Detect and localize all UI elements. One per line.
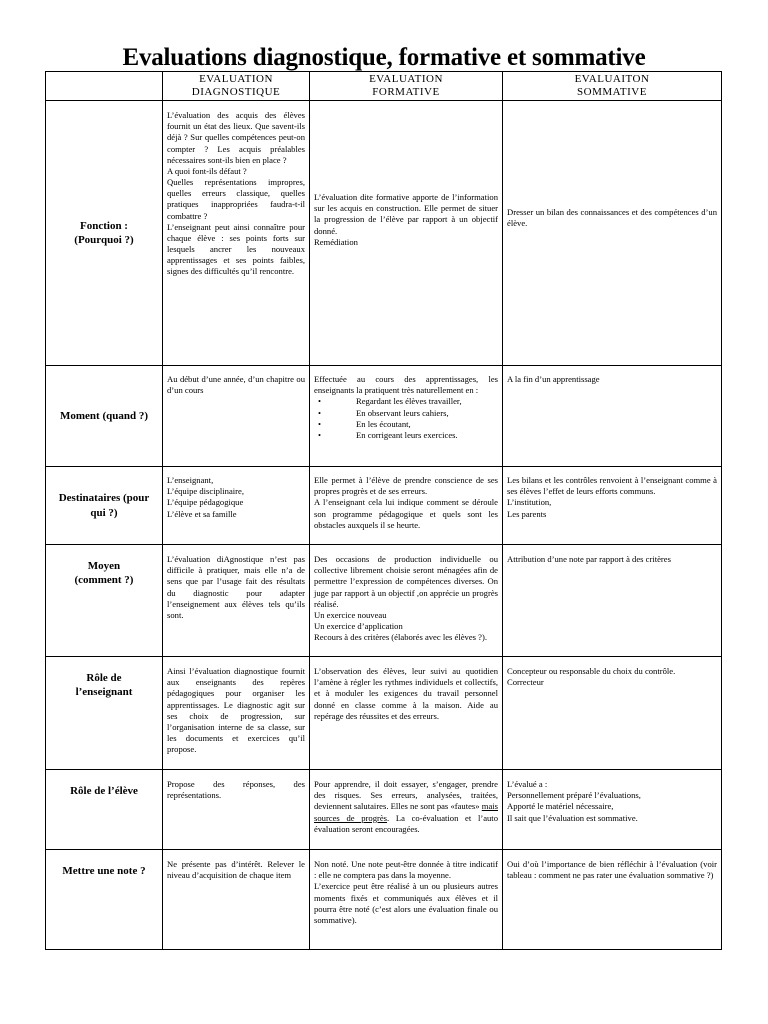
- evaluation-table: [45, 71, 722, 950]
- text-line: L’observation des élèves, leur suivi au quotidien l’amène à régler les rythmes individuels et collectifs, et à moduler les exigences du travail personnel donné en classe comme à la maison. Aide au repérage des réussites et des erreurs.: [314, 666, 498, 721]
- cell-moment-diagnostique: [163, 366, 310, 467]
- row-label-role-eleve: [46, 770, 163, 850]
- text-line: Propose des réponses, des représentations.: [167, 779, 305, 801]
- text-line: EVALUAITON: [574, 73, 650, 86]
- text-line: DIAGNOSTIQUE: [191, 86, 281, 98]
- cell-destinataires-sommative: [503, 467, 722, 545]
- text-line: Rôle de l’élève: [70, 785, 138, 797]
- text-line: Correcteur: [507, 677, 544, 688]
- text-line: Fonction :: [80, 219, 128, 232]
- cell-note-sommative: [503, 850, 722, 950]
- table-row-moyen: [46, 545, 722, 657]
- list-item: [314, 396, 498, 407]
- row-label-destinataires: [46, 467, 163, 545]
- list-item: [314, 419, 498, 430]
- text-line: Elle permet à l’élève de prendre conscience de ses propres progrès et de ses erreurs.: [314, 475, 498, 497]
- text-line: l’enseignant: [75, 686, 133, 699]
- text-line: (comment ?): [74, 574, 134, 587]
- text-line: Personnellement préparé l’évaluations,: [507, 790, 641, 801]
- cell-role-enseignant-diagnostique: [163, 657, 310, 770]
- table-row-destinataires: [46, 467, 722, 545]
- table-row-fonction: [46, 101, 722, 366]
- text-line: (Pourquoi ?): [74, 234, 134, 246]
- text-line: Les parents: [507, 508, 547, 519]
- text-line: L’élève et sa famille: [167, 508, 237, 519]
- list-item-text: En les écoutant,: [356, 418, 411, 429]
- text-line: Rôle de: [86, 672, 122, 684]
- table-row-role-enseignant: [46, 657, 722, 770]
- text-line: L’évalué a :: [507, 779, 548, 789]
- header-empty: [46, 72, 163, 101]
- text-line: FORMATIVE: [372, 86, 440, 98]
- bullet-icon: •: [318, 429, 322, 440]
- text-line: L’institution,: [507, 497, 552, 508]
- text-line: Dresser un bilan des connaissances et des compétences d’un élève.: [507, 207, 717, 229]
- list-item-text: En corrigeant leurs exercices.: [356, 429, 458, 440]
- header-diagnostique: [163, 72, 310, 101]
- header-formative: [310, 72, 503, 101]
- text-line: A quoi font-ils défaut ?: [167, 165, 247, 176]
- bullet-icon: •: [318, 407, 322, 418]
- list-item-text: En observant leurs cahiers,: [356, 407, 449, 418]
- text-line: EVALUATION: [199, 73, 273, 86]
- cell-role-eleve-formative: [310, 770, 503, 850]
- cell-moyen-formative: [310, 545, 503, 657]
- document-title: Evaluations diagnostique, formative et sommative: [122, 44, 646, 71]
- text-line: Quelles représentations impropres, quelles erreurs classique, quelles pratiques inappropriées faudra-t-il combattre ?: [167, 177, 305, 221]
- cell-moment-formative: [310, 366, 503, 467]
- moment-formative-intro: Effectuée au cours des apprentissages, les enseignants la pratiquent très naturellement en :: [314, 374, 498, 396]
- table-header-row: [46, 72, 722, 101]
- text-line: Moment (quand ?): [59, 409, 148, 422]
- cell-moyen-diagnostique: [163, 545, 310, 657]
- text-line: Des occasions de production individuelle ou collective librement choisie seront ménagées afin de permettre l’expression de compétences diverses. On juge par rapport à un objectif ,on apprécie un progrès réalisé.: [314, 554, 498, 609]
- cell-fonction-formative: [310, 101, 503, 366]
- text-line: Oui d’où l’importance de bien réfléchir à l’évaluation (voir tableau : comment ne pas rater une évaluation sommative ?): [507, 859, 717, 881]
- text-line: Au début d’une année, d’un chapitre ou d’un cours: [167, 374, 305, 396]
- text-line: Attribution d’une note par rapport à des critères: [507, 554, 671, 564]
- text-line: Non noté. Une note peut-être donnée à titre indicatif : elle ne comptera pas dans la moyenne.: [314, 859, 498, 881]
- table-row-moment: [46, 366, 722, 467]
- row-label-note: [46, 850, 163, 950]
- cell-role-eleve-diagnostique: [163, 770, 310, 850]
- cell-destinataires-formative: [310, 467, 503, 545]
- role-eleve-formative-text-a: Pour apprendre, il doit essayer, s’engager, prendre des risques. Ses erreurs, analysées, traitées, deviennent salutaires. Elles ne sont pas «fautes»: [314, 779, 498, 812]
- header-sommative: [503, 72, 722, 101]
- cell-role-enseignant-sommative: [503, 657, 722, 770]
- row-label-fonction: [46, 101, 163, 366]
- text-line: Les bilans et les contrôles renvoient à l’enseignant comme à ses élèves l’effet de leurs efforts communs.: [507, 475, 717, 497]
- text-line: Ne présente pas d’intérêt. Relever le niveau d’acquisition de chaque item: [167, 859, 305, 881]
- text-line: L’évaluation des acquis des élèves fournit un état des lieux. Que savent-ils déjà ? Sur quelles compétences peut-on compter ? Les acquis préalables nécessaires sont-ils bien en place ?: [167, 110, 305, 165]
- text-line: Apporté le matériel nécessaire,: [507, 801, 614, 812]
- cell-role-enseignant-formative: [310, 657, 503, 770]
- row-label-moyen: [46, 545, 163, 657]
- text-line: Recours à des critères (élaborés avec les élèves ?).: [314, 632, 487, 643]
- text-line: EVALUATION: [369, 73, 443, 86]
- list-item: [314, 408, 498, 419]
- cell-note-diagnostique: [163, 850, 310, 950]
- text-line: Ainsi l’évaluation diagnostique fournit aux enseignants des repères pédagogiques pour organiser les apprentissages. Le diagnostic agit sur ses choix de progression, sur l’organisation interne de sa classe, sur les documents et exercices qu’il propose.: [167, 666, 305, 755]
- cell-role-eleve-sommative: [503, 770, 722, 850]
- cell-fonction-sommative: [503, 101, 722, 366]
- row-label-moment: [46, 366, 163, 467]
- bullet-icon: •: [318, 396, 322, 407]
- text-line: Mettre une note ?: [62, 865, 146, 877]
- text-line: A la fin d’un apprentissage: [507, 374, 600, 384]
- cell-fonction-diagnostique: [163, 101, 310, 366]
- role-eleve-formative-text-b: . La co-évaluation et l’auto évaluation seront encouragées.: [314, 812, 498, 834]
- text-line: Il sait que l’évaluation est sommative.: [507, 812, 638, 823]
- text-line: Destinataires (pour qui ?): [58, 492, 150, 519]
- list-item-text: Regardant les élèves travailler,: [356, 396, 462, 407]
- cell-moment-sommative: [503, 366, 722, 467]
- cell-fonction-formative-text: [314, 192, 498, 248]
- role-eleve-formative-underlined: mais sources de progrès: [314, 801, 498, 823]
- text-line: L’enseignant peut ainsi connaître pour chaque élève : ses points forts sur lesquels ancrer les nouveaux apprentissages et ses points faibles, signes des difficultés qu’il rencontre.: [167, 221, 305, 277]
- text-line: L’enseignant,: [167, 475, 214, 485]
- text-line: L’exercice peut être réalisé à un ou plusieurs autres moments fixés et communiqués aux élèves et il pourra être noté (c’est alors une évaluation finale ou sommative).: [314, 881, 498, 925]
- row-label-role-enseignant: [46, 657, 163, 770]
- text-line: Un exercice d’application: [314, 621, 403, 632]
- table-row-role-eleve: [46, 770, 722, 850]
- cell-moyen-sommative: [503, 545, 722, 657]
- text-line: Moyen: [87, 560, 121, 572]
- text-line: Concepteur ou responsable du choix du contrôle.: [507, 666, 676, 676]
- cell-destinataires-diagnostique: [163, 467, 310, 545]
- table-row-note: [46, 850, 722, 950]
- text-line: SOMMATIVE: [577, 86, 647, 98]
- cell-fonction-sommative-text: [507, 207, 717, 229]
- list-item: [314, 430, 498, 441]
- text-line: L’équipe disciplinaire,: [167, 486, 245, 497]
- bullet-icon: •: [318, 418, 322, 429]
- cell-note-formative: [310, 850, 503, 950]
- text-line: L’équipe pédagogique: [167, 497, 244, 508]
- text-line: A l’enseignant cela lui indique comment se déroule son programme pédagogique et quels sont les obstacles auxquels il se heurte.: [314, 497, 498, 530]
- text-line: Remédiation: [314, 236, 358, 247]
- text-line: L’évaluation dite formative apporte de l’information sur les acquis en construction. Elle permet de situer la progression de l’élève par rapport à un objectif donné.: [314, 192, 498, 236]
- text-line: Un exercice nouveau: [314, 609, 387, 620]
- text-line: L’évaluation diAgnostique n’est pas difficile à pratiquer, mais elle n’a de sens que par l’usage fait des résultats du diagnostic pour adapter l’enseignement aux élèves tels qu’ils sont.: [167, 554, 305, 620]
